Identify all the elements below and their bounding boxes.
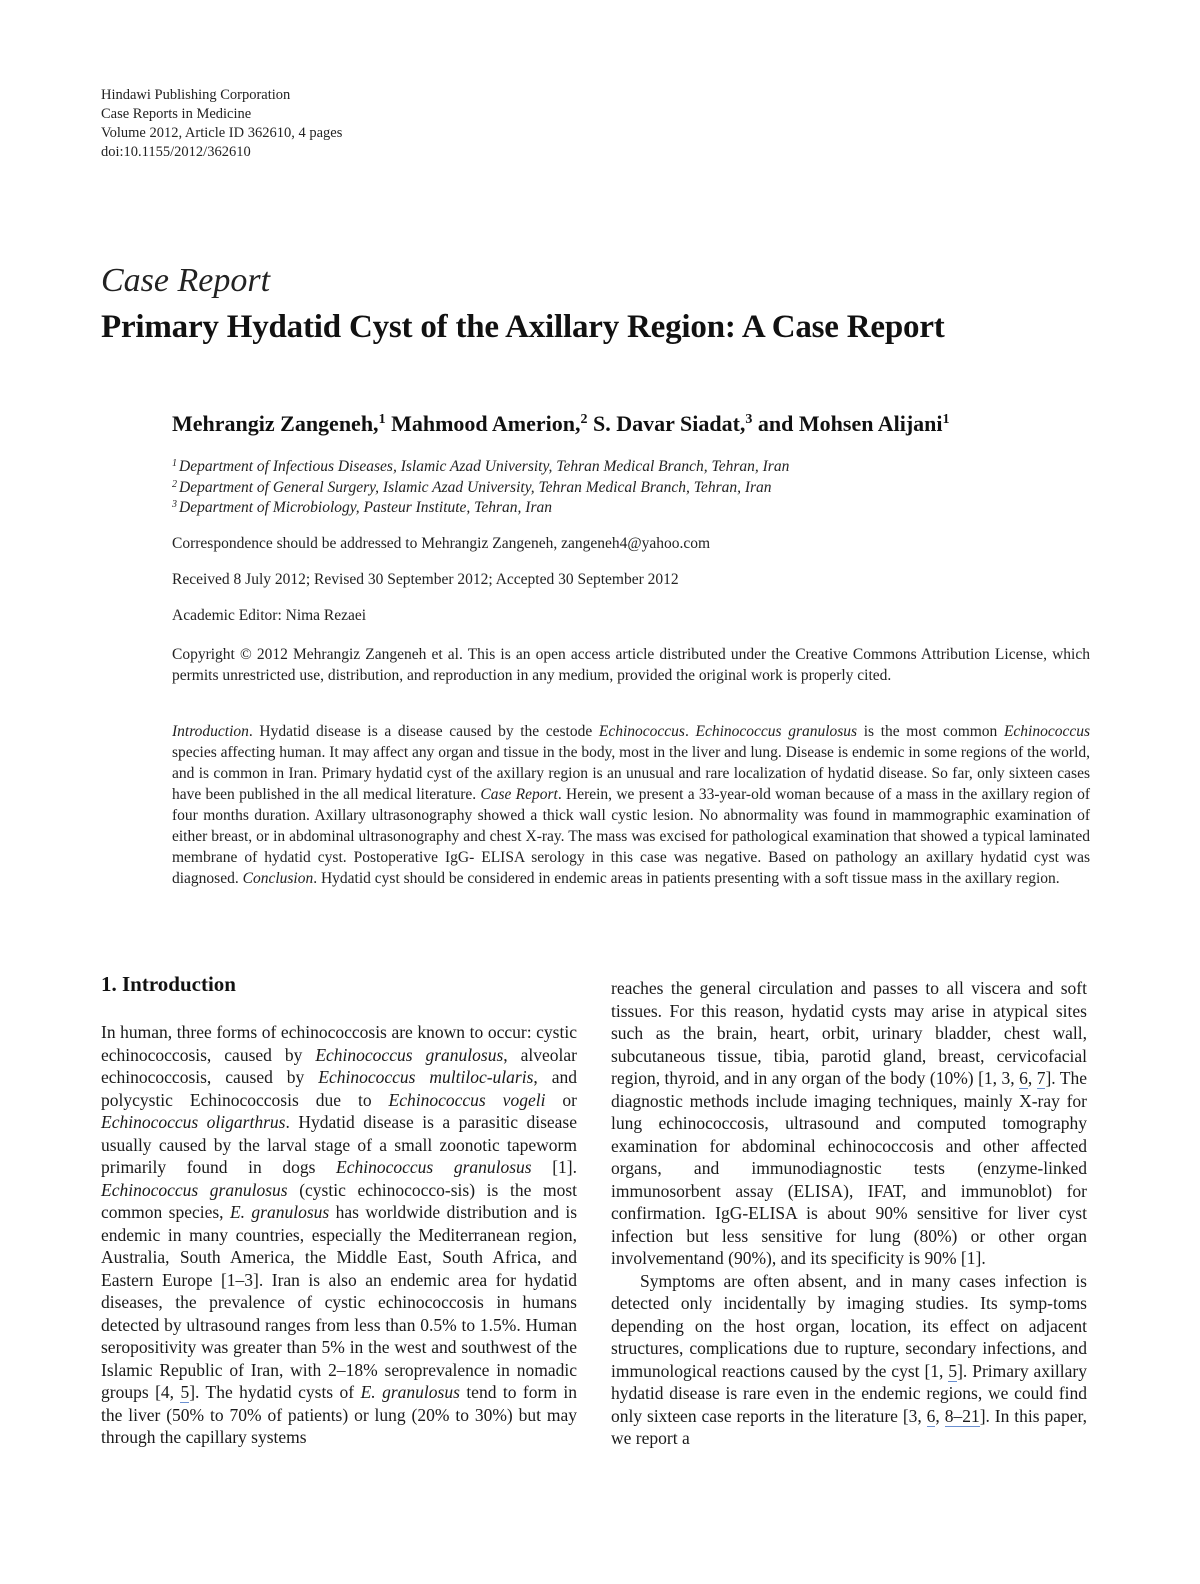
- reference-link[interactable]: 6: [926, 1405, 936, 1426]
- species-name: Echinococcus oligarthrus: [101, 1112, 286, 1132]
- species-name: Echinococcus granulosus: [336, 1157, 532, 1177]
- doi: doi:10.1155/2012/362610: [101, 144, 251, 160]
- affiliation-sup: 1: [172, 458, 177, 469]
- body-paragraph: [101, 1021, 577, 1449]
- journal-name: Case Reports in Medicine: [101, 106, 252, 122]
- author-affil-sup: 3: [745, 412, 753, 427]
- author-name: S. Davar Siadat,: [593, 411, 746, 436]
- affiliation-sup: 3: [172, 499, 177, 510]
- reference-link[interactable]: 5: [948, 1360, 958, 1381]
- journal-header: [101, 86, 342, 162]
- abstract-label-case-report: Case Report: [480, 786, 558, 803]
- affiliation: [172, 498, 1092, 519]
- body-text: In human, three forms of echinococcosis are known to occur: cystic echinococcosis, caused by: [101, 1022, 577, 1065]
- body-text: ]. In this paper, we report a: [611, 1405, 1087, 1448]
- correspondence-text: Correspondence should be addressed to Mehrangiz Zangeneh,: [172, 535, 562, 552]
- species-name: Echinococcus granulosus: [315, 1044, 504, 1065]
- body-text: tend to form in the liver (50% to 70% of patients) or lung (20% to 30%) but may through the capillary systems: [101, 1382, 577, 1447]
- abstract-text: is the most common: [857, 723, 1004, 740]
- author-affil-sup: 2: [580, 412, 588, 427]
- publisher-name: Hindawi Publishing Corporation: [101, 87, 291, 103]
- species-name: Echinococcus vogeli: [388, 1089, 546, 1110]
- body-text: ]. Primary axillary hydatid disease is rare even in the endemic regions, we could find only sixteen case reports in the literature [3,: [611, 1360, 1088, 1426]
- copyright-notice: Copyright © 2012 Mehrangiz Zangeneh et al. This is an open access article distributed under the Creative Commons Attribution License, which permits unrestricted use, distribution, and reproduction in any medium, provided the original work is properly cited.: [172, 646, 1090, 684]
- body-paragraph: [611, 977, 1087, 1270]
- body-text: reaches the general circulation and passes to all viscera and soft tissues. For this reason, hydatid cysts may arise in atypical sites such as the brain, heart, orbit, urinary bladder, chest wall, subcutaneous tissue, tibia, parotid gland, breast, cervicofacial region, thyroid, and in any organ of the body (10%) [1, 3,: [611, 978, 1087, 1088]
- body-column-left: [101, 1021, 577, 1449]
- abstract: [172, 721, 1090, 889]
- abstract-genus: Echinococcus: [598, 723, 685, 740]
- abstract-text: . Hydatid cyst should be considered in endemic areas in patients presenting with a soft tissue mass in the axillary region.: [313, 870, 1060, 887]
- reference-link[interactable]: 6: [1019, 1068, 1028, 1088]
- body-text: [1].: [531, 1157, 577, 1177]
- author-affil-sup: 1: [942, 412, 950, 427]
- abstract-text: species affecting human. It may affect any organ and tissue in the body, most in the liver and lung. Disease is endemic in some regions of the world, and is common in Iran. Primary hydatid cyst of the axillary region is an unusual and rare localization of hydatid disease. So far, only sixteen cases have been published in the all medical literature.: [172, 744, 1091, 803]
- species-name: Echinococcus granulosus: [101, 1179, 288, 1200]
- species-name: E. granulosus: [229, 1202, 330, 1222]
- body-column-right: [611, 977, 1087, 1450]
- body-paragraph: [611, 1270, 1087, 1450]
- abstract-genus: Echinococcus: [1003, 723, 1091, 740]
- affiliation-text: Department of General Surgery, Islamic Azad University, Tehran Medical Branch, Tehran, Iran: [179, 478, 772, 496]
- abstract-text: . Herein, we present a 33-year-old woman because of a mass in the axillary region of four months duration. Axillary ultrasonography showed a thick wall cystic lesion. No abnormality was found in mammographic examination of either breast, or in abdominal ultrasonography and chest X-ray. The mass was excised for pathological examination that showed a typical laminated membrane of hydatid cyst. Postoperative IgG- ELISA serology in this case was negative. Based on pathology an axillary hydatid cyst was diagnosed.: [172, 786, 1090, 887]
- abstract-text: .: [684, 723, 696, 740]
- reference-link[interactable]: 8–21: [944, 1405, 980, 1426]
- affiliation: [172, 457, 1092, 478]
- affiliation-text: Department of Microbiology, Pasteur Institute, Tehran, Iran: [179, 499, 552, 516]
- article-type: Case Report: [101, 262, 271, 299]
- body-text: or: [545, 1089, 577, 1110]
- author-name: Mahmood Amerion,: [391, 411, 581, 436]
- body-text: , alveolar echinococcosis, caused by: [101, 1044, 577, 1087]
- submission-dates: Received 8 July 2012; Revised 30 September 2012; Accepted 30 September 2012: [172, 571, 679, 588]
- reference-link[interactable]: 5: [180, 1382, 190, 1402]
- affiliation-sup: 2: [172, 478, 177, 490]
- academic-editor: Academic Editor: Nima Rezaei: [172, 607, 367, 624]
- paper-title: Primary Hydatid Cyst of the Axillary Region: A Case Report: [101, 309, 945, 345]
- body-text: ,: [1027, 1068, 1037, 1088]
- affiliation: [172, 478, 1092, 499]
- body-text: (cystic echinococco-sis) is the most common species,: [101, 1179, 577, 1222]
- abstract-species: Echinococcus granulosus: [695, 723, 858, 740]
- author-affil-sup: 1: [378, 412, 386, 427]
- affiliation-text: Department of Infectious Diseases, Islamic Azad University, Tehran Medical Branch, Tehran, Iran: [179, 458, 790, 475]
- affiliations: [172, 457, 1092, 519]
- abstract-label-conclusion: Conclusion: [242, 870, 314, 887]
- body-text: ]. The diagnostic methods include imaging techniques, mainly X-ray for lung echinococcosis, ultrasound and computed tomography examination for abdominal echinococcosis and other affected organs, and immunodiagnostic tests (enzyme-linked immunosorbent assay (ELISA), IFAT, and immunoblot) for confirmation. IgG-ELISA is about 90% sensitive for liver cyst infection but less sensitive for lung (80%) or other organ involvementand (90%), and its specificity is 90% [1].: [611, 1068, 1088, 1268]
- author-name: and Mohsen Alijani: [757, 411, 943, 436]
- abstract-text: . Hydatid disease is a disease caused by the cestode: [248, 723, 599, 740]
- volume-info: Volume 2012, Article ID 362610, 4 pages: [101, 125, 343, 141]
- correspondence-email-link[interactable]: zangeneh4@yahoo.com: [561, 535, 711, 552]
- author-list: [172, 411, 1092, 437]
- body-text: ]. The hydatid cysts of: [189, 1382, 361, 1402]
- species-name: E. granulosus: [360, 1382, 460, 1402]
- abstract-label-introduction: Introduction: [172, 723, 249, 740]
- section-heading: 1. Introduction: [101, 972, 236, 996]
- body-text: Symptoms are often absent, and in many cases infection is detected only incidentally by imaging studies. Its symp-toms depending on the host organ, location, its effect on adjacent structures, complications due to rupture, secondary infections, and immunological reactions caused by the cyst [1,: [611, 1270, 1087, 1381]
- body-text: . Hydatid disease is a parasitic disease usually caused by the larval stage of a small zoonotic tapeworm primarily found in dogs: [101, 1112, 577, 1177]
- body-text: ,: [935, 1405, 945, 1426]
- species-name: Echinococcus multiloc-ularis: [318, 1067, 534, 1087]
- correspondence: [172, 535, 1090, 553]
- reference-link[interactable]: 7: [1036, 1068, 1046, 1088]
- body-text: , and polycystic Echinococcosis due to: [101, 1067, 577, 1110]
- author-name: Mehrangiz Zangeneh,: [172, 411, 379, 436]
- body-text: has worldwide distribution and is endemic in many countries, especially the Mediterranean region, Australia, South America, the Middle East, South Africa, and Eastern Europe [1–3]. Iran is also an endemic area for hydatid diseases, the prevalence of cystic echinococcosis in humans detected by ultrasound ranges from less than 0.5% to 1.5%. Human seropositivity was greater than 5% in the west and southwest of the Islamic Republic of Iran, with 2–18% seroprevalence in nomadic groups [4,: [101, 1202, 578, 1402]
